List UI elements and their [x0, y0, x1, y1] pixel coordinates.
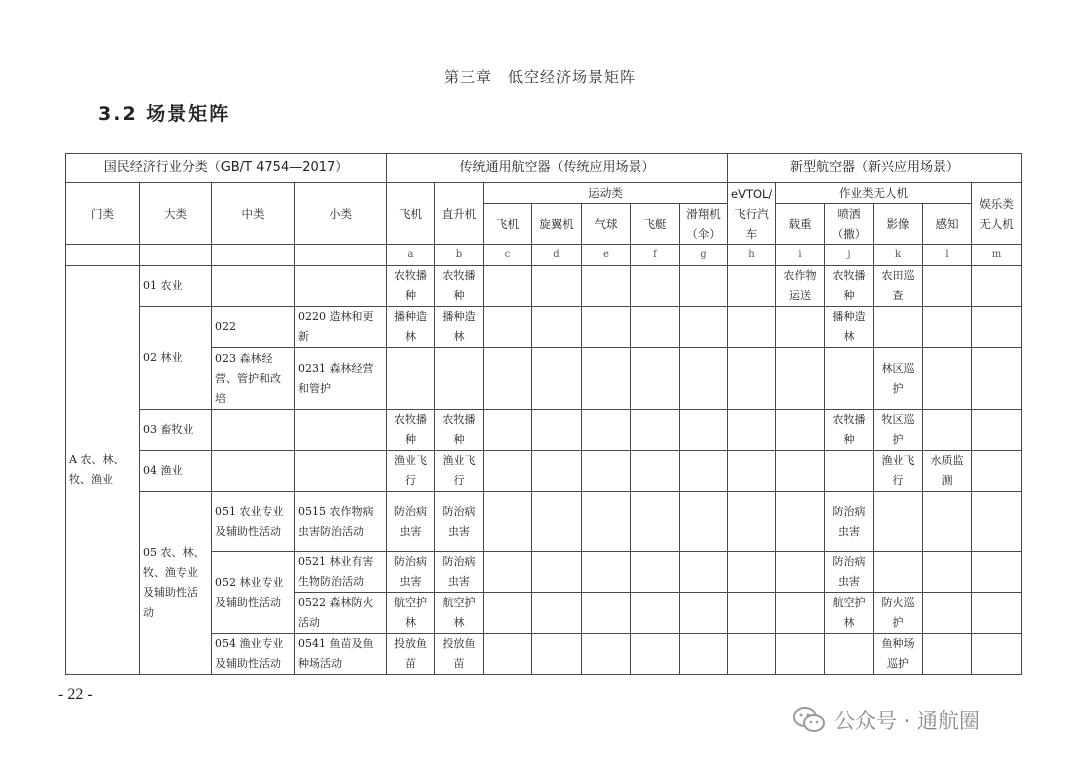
col-d: 旋翼机	[532, 204, 582, 245]
letter-f: f	[631, 245, 680, 266]
cell-r7-a: 防治病虫害	[387, 552, 435, 593]
cell-r5-b: 渔业飞行	[435, 451, 484, 492]
cell-r6-a: 防治病虫害	[387, 492, 435, 552]
table-row	[66, 492, 1022, 552]
cell-r1-b: 农牧播种	[435, 266, 484, 307]
running-header: 第三章 低空经济场景矩阵	[443, 68, 636, 86]
cell-r4-a: 农牧播种	[387, 410, 435, 451]
door-category: A 农、林、牧、渔业	[66, 266, 140, 675]
major-category: 02 林业	[140, 307, 212, 410]
col-k: 影像	[874, 204, 923, 245]
table-row	[66, 307, 1022, 348]
cell-r7-j: 防治病虫害	[825, 552, 874, 593]
col-g: 滑翔机（伞）	[680, 204, 728, 245]
subgroup-sport: 运动类	[484, 183, 728, 204]
col-f: 飞艇	[631, 204, 680, 245]
cell-r1-a: 农牧播种	[387, 266, 435, 307]
col-major: 大类	[140, 183, 212, 245]
col-e: 气球	[582, 204, 631, 245]
col-door: 门类	[66, 183, 140, 245]
major-category: 01 农业	[140, 266, 212, 307]
evtol-line2: 飞行汽车	[734, 206, 769, 241]
cell-r1-k: 农田巡查	[874, 266, 923, 307]
cell-r2-a: 播种造林	[387, 307, 435, 348]
letter-m: m	[972, 245, 1022, 266]
minor-category: 0521 林业有害生物防治活动	[295, 552, 387, 593]
header-row-subgroups	[66, 183, 1022, 204]
letter-h: h	[728, 245, 776, 266]
cell-r2-b: 播种造林	[435, 307, 484, 348]
letter-k: k	[874, 245, 923, 266]
letter-g: g	[680, 245, 728, 266]
mid-category: 022	[212, 307, 295, 348]
letter-i: i	[776, 245, 825, 266]
col-b: 直升机	[435, 183, 484, 245]
cell-r9-b: 投放鱼苗	[435, 634, 484, 675]
cell-r4-j: 农牧播种	[825, 410, 874, 451]
evtol-line1: eVTOL/	[731, 186, 773, 201]
cell-r7-b: 防治病虫害	[435, 552, 484, 593]
cell-r9-k: 鱼种场巡护	[874, 634, 923, 675]
cell-r1-j: 农牧播种	[825, 266, 874, 307]
table-row	[66, 410, 1022, 451]
minor-category: 0541 鱼苗及鱼种场活动	[295, 634, 387, 675]
cell-r5-k: 渔业飞行	[874, 451, 923, 492]
minor-category: 0515 农作物病虫害防治活动	[295, 492, 387, 552]
col-m: 娱乐类无人机	[972, 183, 1022, 245]
group-new: 新型航空器（新兴应用场景）	[728, 154, 1022, 183]
cell-r4-k: 牧区巡护	[874, 410, 923, 451]
letters-row	[66, 245, 1022, 266]
mid-category: 054 渔业专业及辅助性活动	[212, 634, 295, 675]
letter-j: j	[825, 245, 874, 266]
col-h	[728, 183, 776, 245]
letter-e: e	[582, 245, 631, 266]
col-c: 飞机	[484, 204, 532, 245]
cell-r5-a: 渔业飞行	[387, 451, 435, 492]
subgroup-work-uav: 作业类无人机	[776, 183, 972, 204]
cell-r6-j: 防治病虫害	[825, 492, 874, 552]
section-title: 3.2 场景矩阵	[98, 103, 231, 125]
table-row	[66, 451, 1022, 492]
letter-d: d	[532, 245, 582, 266]
watermark	[792, 702, 980, 738]
cell-r6-b: 防治病虫害	[435, 492, 484, 552]
cell-r3-k: 林区巡护	[874, 348, 923, 410]
mid-category: 051 农业专业及辅助性活动	[212, 492, 295, 552]
col-j: 喷洒（撒）	[825, 204, 874, 245]
minor-category: 0231 森林经营和管护	[295, 348, 387, 410]
mid-category: 052 林业专业及辅助性活动	[212, 552, 295, 634]
letter-c: c	[484, 245, 532, 266]
col-mid: 中类	[212, 183, 295, 245]
major-category: 03 畜牧业	[140, 410, 212, 451]
col-a: 飞机	[387, 183, 435, 245]
col-l: 感知	[923, 204, 972, 245]
table-row	[66, 266, 1022, 307]
header-row-groups	[66, 154, 1022, 183]
col-minor: 小类	[295, 183, 387, 245]
cell-r8-j: 航空护林	[825, 593, 874, 634]
watermark-text: 公众号 · 通航圈	[834, 709, 981, 733]
group-industry: 国民经济行业分类（GB/T 4754—2017）	[66, 154, 387, 183]
cell-r9-a: 投放鱼苗	[387, 634, 435, 675]
group-traditional: 传统通用航空器（传统应用场景）	[387, 154, 728, 183]
cell-r2-j: 播种造林	[825, 307, 874, 348]
scenario-matrix-table	[65, 153, 1022, 675]
minor-category: 0220 造林和更新	[295, 307, 387, 348]
letter-a: a	[387, 245, 435, 266]
cell-r8-k: 防火巡护	[874, 593, 923, 634]
cell-r5-l: 水质监测	[923, 451, 972, 492]
col-i: 载重	[776, 204, 825, 245]
minor-category: 0522 森林防火活动	[295, 593, 387, 634]
cell-r4-b: 农牧播种	[435, 410, 484, 451]
letter-b: b	[435, 245, 484, 266]
major-category: 05 农、林、牧、渔专业及辅助性活动	[140, 492, 212, 675]
cell-r8-b: 航空护林	[435, 593, 484, 634]
mid-category: 023 森林经营、管护和改培	[212, 348, 295, 410]
wechat-icon	[792, 705, 826, 735]
cell-r1-i: 农作物运送	[776, 266, 825, 307]
major-category: 04 渔业	[140, 451, 212, 492]
letter-l: l	[923, 245, 972, 266]
cell-r8-a: 航空护林	[387, 593, 435, 634]
page-number: - 22 -	[58, 686, 93, 703]
